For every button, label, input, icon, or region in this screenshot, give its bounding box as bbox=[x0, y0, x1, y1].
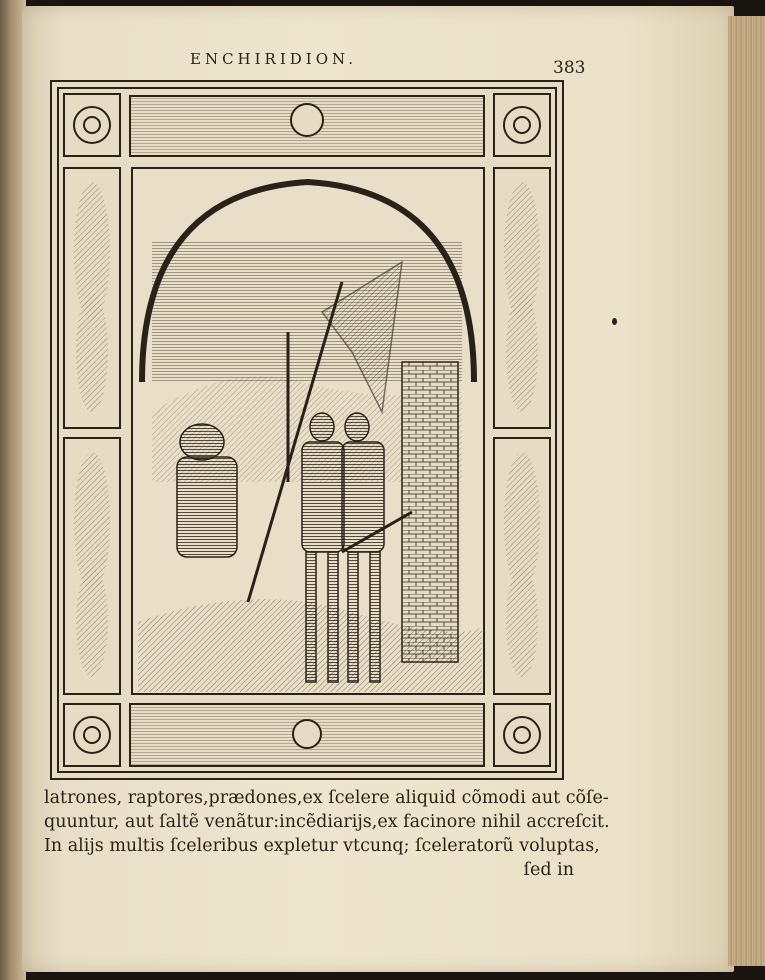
running-head: ENCHIRIDION. bbox=[190, 50, 357, 68]
page-number: 383 bbox=[553, 58, 586, 78]
catchword: ſed in bbox=[523, 860, 574, 880]
ink-spot bbox=[612, 318, 617, 325]
body-text bbox=[44, 786, 610, 882]
text-line: In alijs multis ſceleribus expletur vtcunq; ſceleratorũ voluptas, bbox=[44, 836, 600, 856]
woodcut-drawing bbox=[52, 82, 562, 778]
woodcut-illustration bbox=[50, 80, 564, 780]
page-edges bbox=[728, 16, 765, 966]
text-line: latrones, raptores,prædones,ex ſcelere aliquid cõmodi aut cõſe- bbox=[44, 788, 609, 808]
text-line: quuntur, aut ſaltẽ venãtur:incẽdiarijs,ex facinore nihil accreſcit. bbox=[44, 812, 610, 832]
